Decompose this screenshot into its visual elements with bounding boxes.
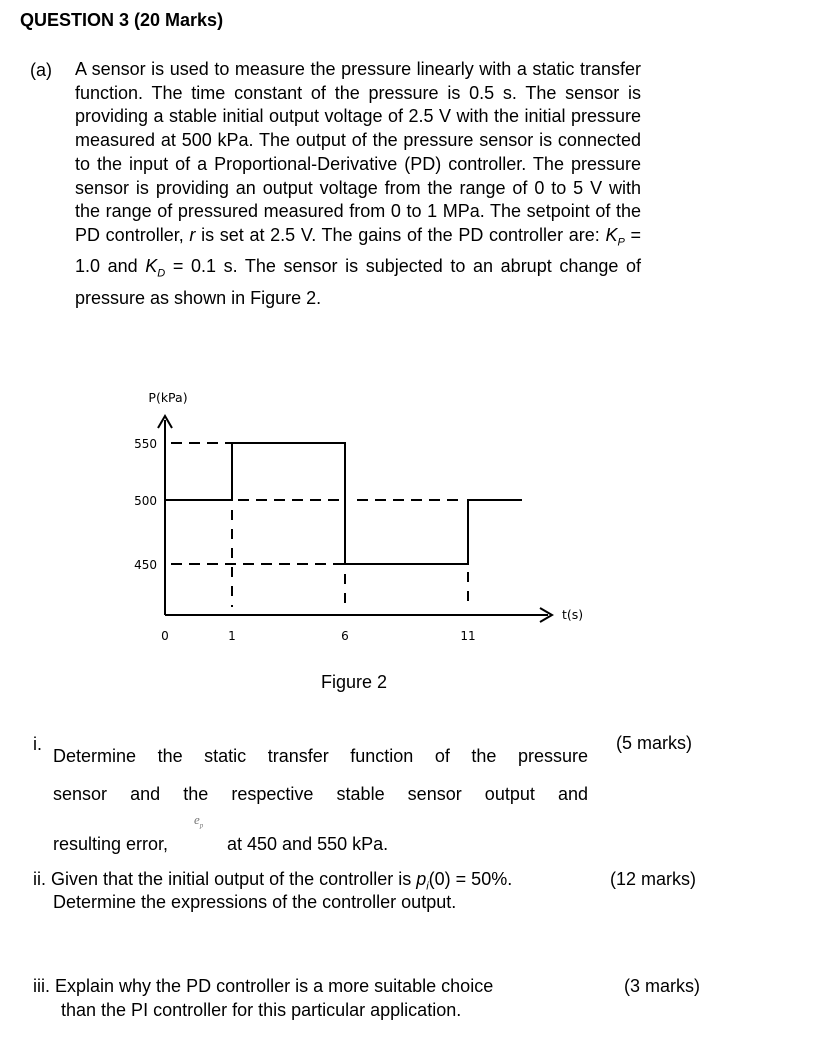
x-tick-label: 6: [341, 629, 349, 643]
part-a-text-2: is set at 2.5 V. The gains of the PD controller are:: [195, 224, 606, 245]
y-tick-label: 500: [134, 494, 157, 508]
x-tick-label: 11: [460, 629, 476, 643]
controller-output-sub: i: [426, 880, 429, 893]
kp-subscript: P: [617, 236, 625, 249]
q-iii-marks: (3 marks): [624, 976, 700, 996]
q-ii-line-1: [33, 869, 512, 893]
q-i-number: i.: [33, 734, 42, 754]
kd-symbol: K: [145, 256, 158, 277]
q-ii-marks: (12 marks): [610, 869, 697, 889]
q-iii-line-2: than the PI controller for this particular application.: [61, 1000, 462, 1020]
x-tick-label: 1: [228, 629, 236, 643]
x-tick-label: 0: [161, 629, 169, 643]
error-symbol-e: e: [194, 812, 200, 827]
q-i-line-2: sensor and the respective stable sensor output and: [53, 784, 588, 804]
kd-subscript: D: [157, 267, 166, 280]
q-ii-line-2: Determine the expressions of the controller output.: [53, 892, 457, 912]
q-ii-prefix: ii. Given that the initial output of the controller is: [33, 869, 417, 889]
controller-output-symbol: p: [416, 869, 427, 889]
q-i-line-3a: resulting error,: [53, 834, 169, 854]
q-i-marks: (5 marks): [616, 733, 692, 753]
error-symbol-sub: p: [199, 821, 204, 830]
q-iii-line-1: iii. Explain why the PD controller is a more suitable choice: [33, 976, 494, 996]
part-a-text-1: A sensor is used to measure the pressure linearly with a static transfer function. The time constant of the pressure is 0.5 s. The sensor is providing a stable initial output voltage of 2.5 V with the initial pressure measured at 500 kPa. The output of the pressure sensor is connected to the input of a Proportional-Derivative (PD) controller. The pressure sensor is providing an output voltage from the range of 0 to 5 V with the range of pressured measured from 0 to 1 MPa. The setpoint of the PD controller,: [75, 59, 641, 245]
question-title: QUESTION 3 (20 Marks): [20, 10, 224, 30]
y-axis-label: P(kPa): [148, 390, 188, 405]
figure-caption: Figure 2: [321, 672, 388, 692]
x-axis-label: t(s): [562, 607, 584, 622]
error-symbol: [194, 812, 203, 830]
y-tick-label: 450: [134, 558, 157, 572]
kd-value: = 0.1 s. The sensor is subjected to an abrupt change of pressure as shown in Figure 2.: [75, 256, 641, 308]
kp-symbol: K: [605, 224, 618, 245]
part-a-label: (a): [30, 60, 52, 80]
setpoint-variable: r: [189, 224, 196, 245]
series-line-pressure: [165, 443, 522, 564]
q-i-line-1: Determine the static transfer function of the pressure: [53, 746, 588, 766]
kp-value: = 1.0 and: [75, 224, 641, 277]
q-i-line-3b: at 450 and 550 kPa.: [227, 834, 389, 854]
q-ii-suffix: (0) = 50%.: [428, 869, 513, 889]
y-tick-label: 550: [134, 437, 157, 451]
